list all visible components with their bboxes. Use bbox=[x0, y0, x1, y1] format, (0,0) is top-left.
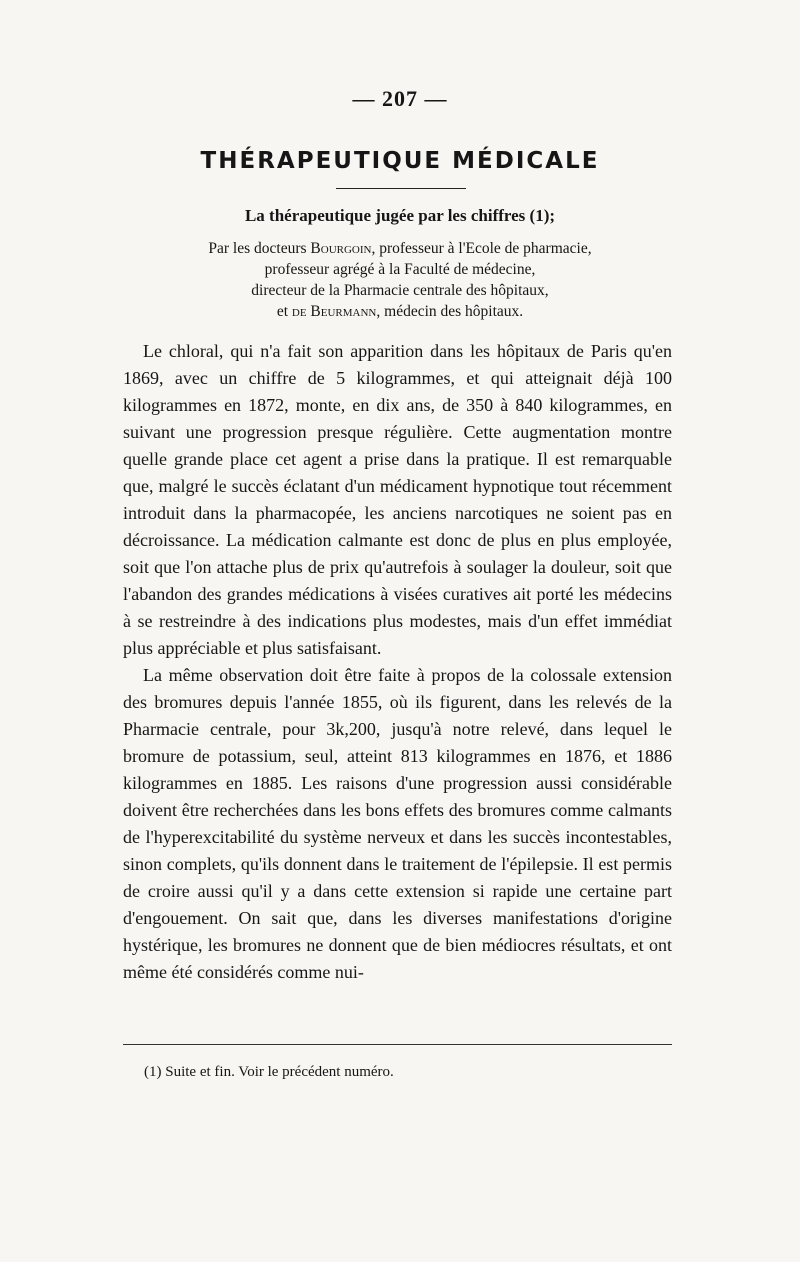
author-name: de Beurmann bbox=[291, 303, 377, 320]
page-number: — 207 — bbox=[352, 86, 448, 111]
footnote-divider bbox=[123, 1044, 672, 1045]
paragraph-1: Le chloral, qui n'a fait son apparition dans les hôpitaux de Paris qu'en 1869, avec un chiffre de 5 kilogrammes, et qui atteignait déjà 100 kilogrammes en 1872, monte, en dix ans, de 350 à 840 kilogrammes, en suivant une progression presque régulière. Cette augmentation montre quelle grande place cet agent a prise dans la pratique. Il est remarquable que, malgré le succès éclatant d'un médicament hypnotique tout récemment introduit dans la pharmacopée, les anciens narcotiques ne soient pas en décroissance. La médication calmante est donc de plus en plus employée, soit que l'on attache plus de prix qu'autrefois à soulager la douleur, soit que l'abandon des grandes médications à visées curatives ait porté les médecins à se restreindre à des indications plus modestes, mais d'un effet immédiat plus appréciable et plus satisfaisant. bbox=[123, 341, 672, 658]
footnote: (1) Suite et fin. Voir le précédent numéro. bbox=[144, 1064, 394, 1080]
article-body bbox=[123, 338, 672, 986]
author-line-2: professeur agrégé à la Faculté de médecine, bbox=[264, 261, 536, 278]
author-line-3: directeur de la Pharmacie centrale des hôpitaux, bbox=[251, 282, 549, 299]
author-line-4: et de Beurmann, médecin des hôpitaux. bbox=[276, 303, 524, 320]
section-title: THÉRAPEUTIQUE MÉDICALE bbox=[200, 148, 600, 174]
author-line-1: Par les docteurs Bourgoin, professeur à l'Ecole de pharmacie, bbox=[208, 240, 592, 257]
author-name: Bourgoin bbox=[310, 240, 372, 257]
title-divider bbox=[336, 188, 466, 189]
article-title: La thérapeutique jugée par les chiffres (1); bbox=[244, 206, 556, 225]
author-credits bbox=[120, 238, 680, 322]
paragraph-2: La même observation doit être faite à propos de la colossale extension des bromures depuis l'année 1855, où ils figurent, dans les relevés de la Pharmacie centrale, pour 3k,200, jusqu'à notre relevé, dans lequel le bromure de potassium, seul, atteint 813 kilogrammes en 1876, et 1886 kilogrammes en 1885. Les raisons d'une progression aussi considérable doivent être recherchées dans les bons effets des bromures comme calmants de l'hyperexcitabilité du système nerveux et dans les succès incontestables, sinon complets, qu'ils donnent dans le traitement de l'épilepsie. Il est permis de croire aussi qu'il y a dans cette extension si rapide une certaine part d'engouement. On sait que, dans les diverses manifestations d'origine hystérique, les bromures ne donnent que de bien médiocres résultats, et ont même été considérés comme nui- bbox=[123, 665, 672, 982]
